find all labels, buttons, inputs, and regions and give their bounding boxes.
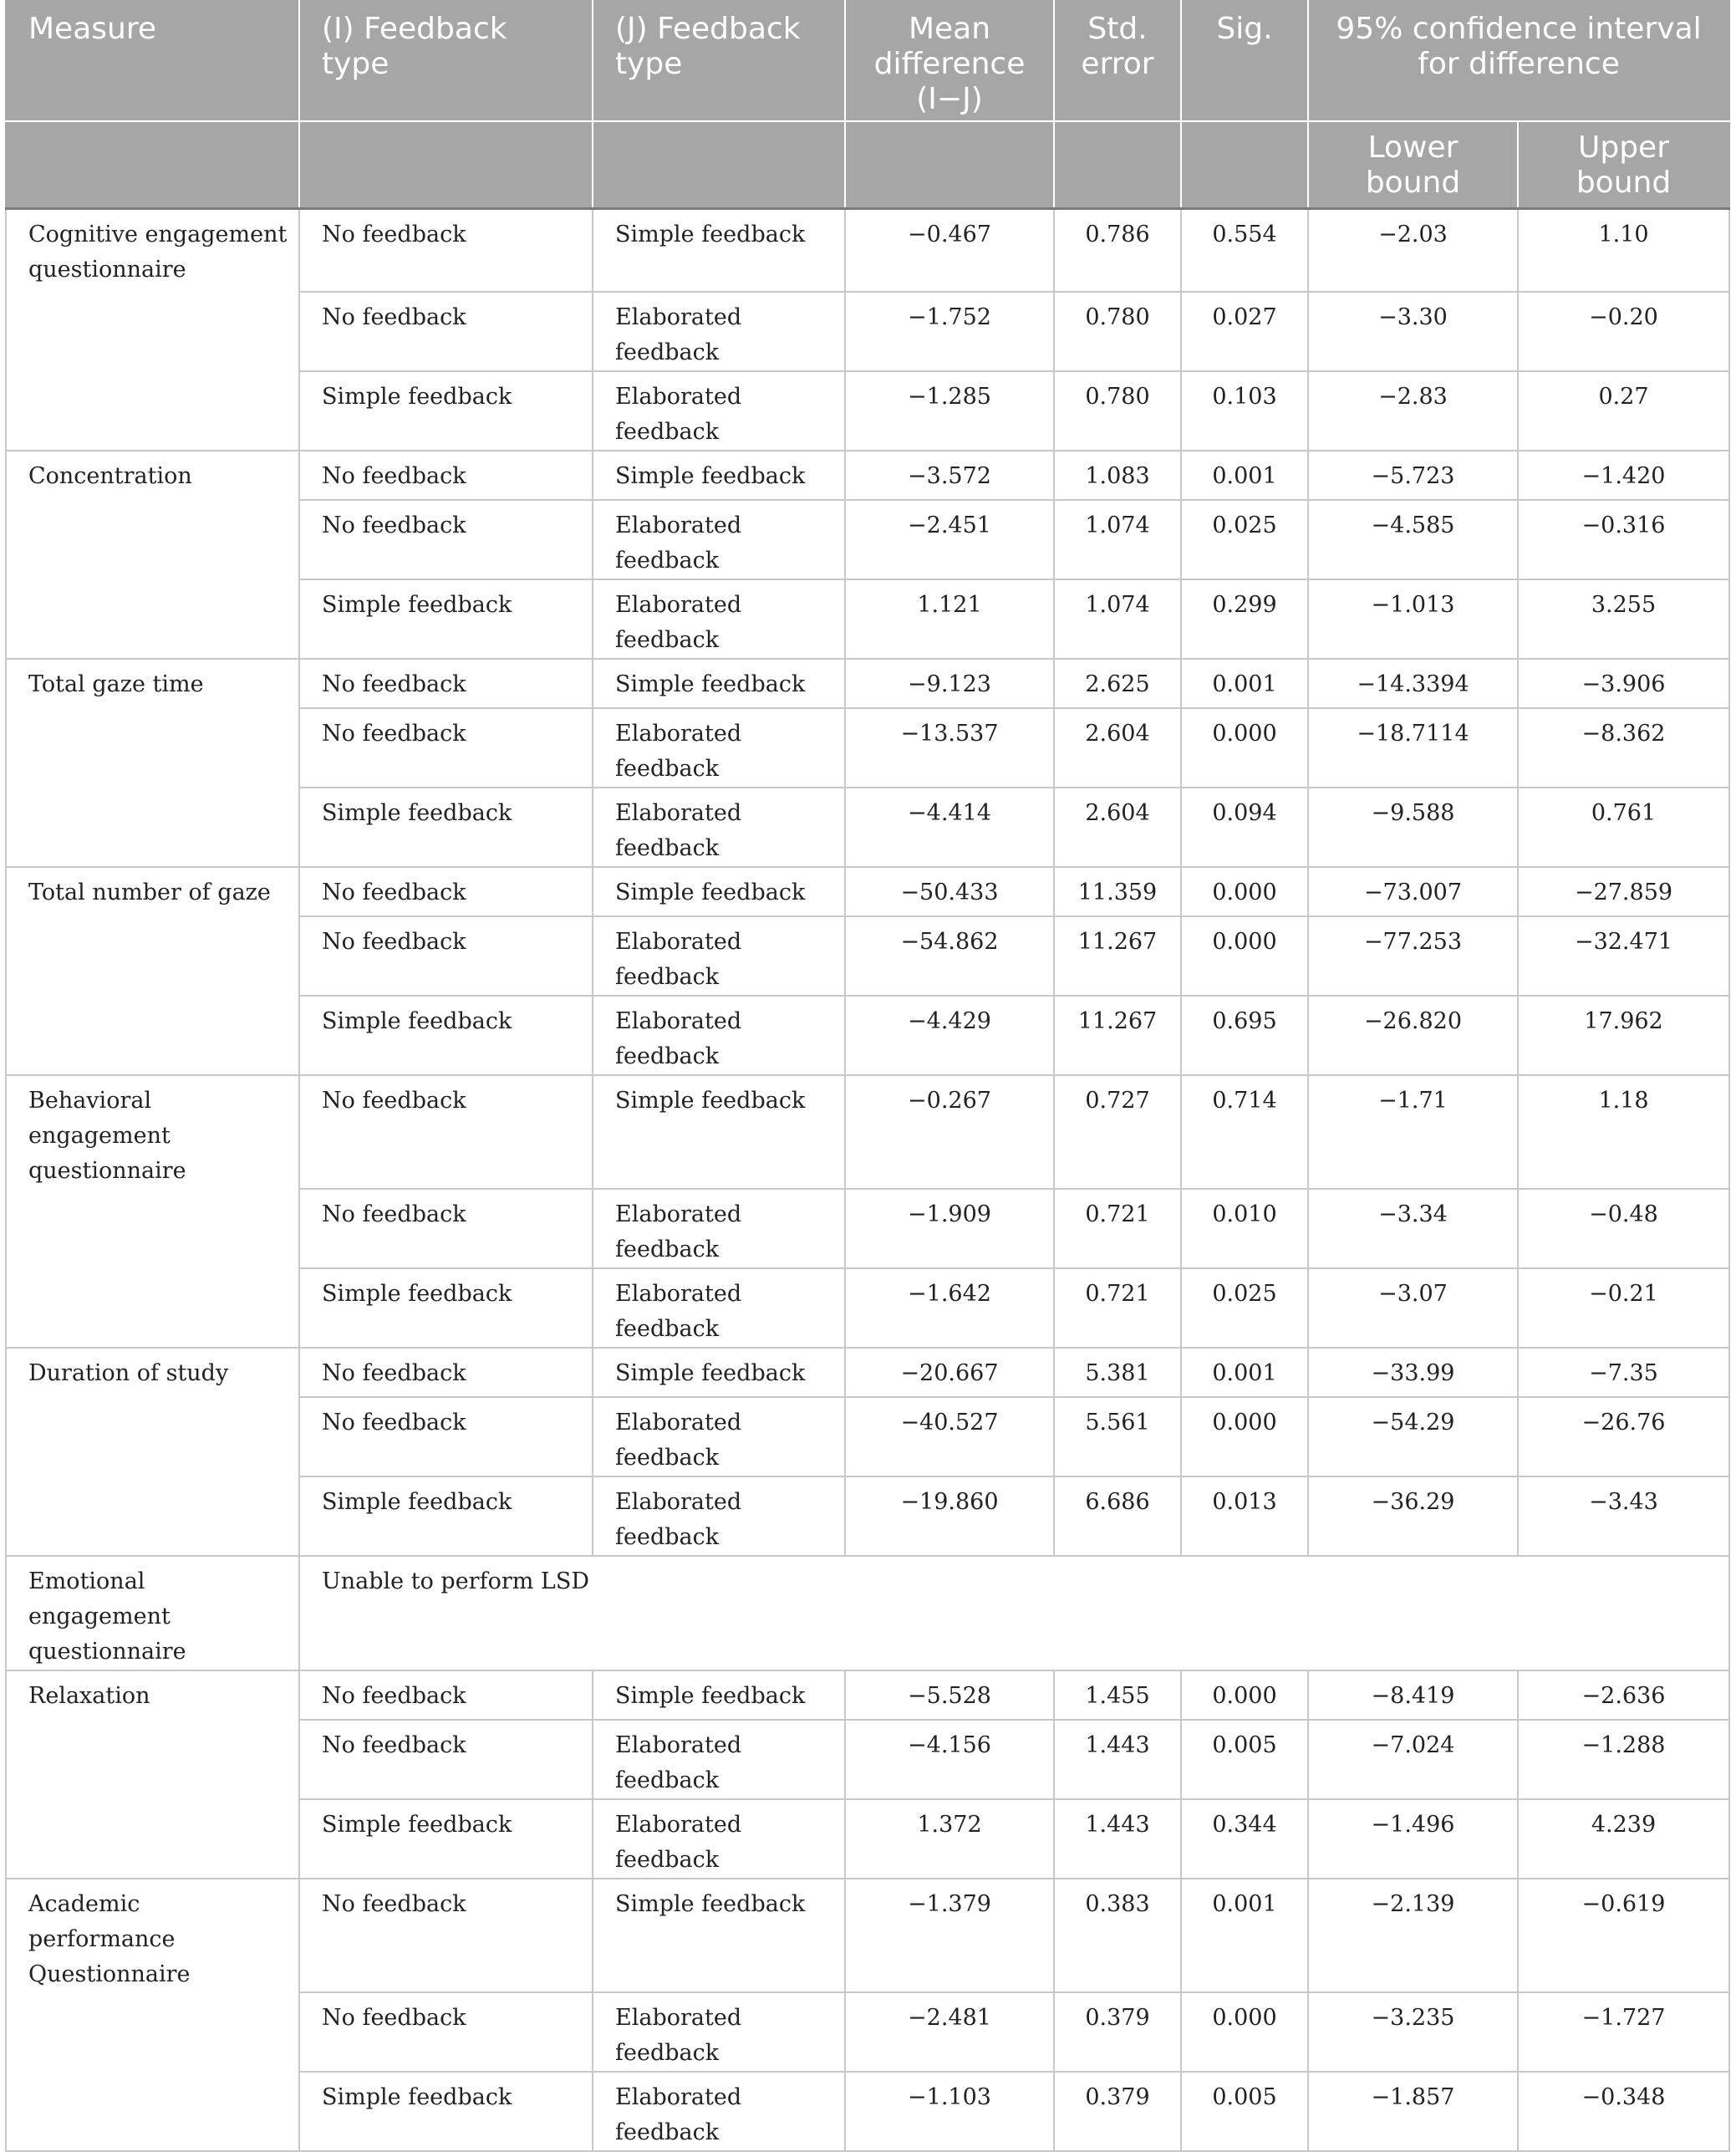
mean-diff-cell: −4.414 <box>845 788 1054 867</box>
lower-bound-cell: −9.588 <box>1308 788 1518 867</box>
j-feedback-cell: Elaborated feedback <box>593 1476 845 1556</box>
mean-diff-cell: −1.379 <box>845 1879 1054 1992</box>
table-row <box>6 451 1729 500</box>
lower-bound-cell: −2.03 <box>1308 209 1518 293</box>
mean-diff-cell: −2.451 <box>845 500 1054 579</box>
lower-bound-cell: −3.235 <box>1308 1992 1518 2072</box>
upper-bound-cell: −0.316 <box>1518 500 1729 579</box>
measure-cell <box>6 996 299 1075</box>
mean-diff-cell: −50.433 <box>845 867 1054 916</box>
i-feedback-cell: Simple feedback <box>299 788 593 867</box>
i-feedback-cell: No feedback <box>299 1720 593 1799</box>
std-error-cell: 0.383 <box>1054 1879 1181 1992</box>
measure-cell: Total gaze time <box>6 659 299 708</box>
j-feedback-cell: Simple feedback <box>593 1348 845 1397</box>
sig-cell: 0.005 <box>1181 1720 1308 1799</box>
table-body <box>6 209 1729 2152</box>
i-feedback-cell: No feedback <box>299 1670 593 1720</box>
lower-bound-cell: −8.419 <box>1308 1670 1518 1720</box>
lower-bound-cell: −2.139 <box>1308 1879 1518 1992</box>
measure-cell <box>6 579 299 659</box>
i-feedback-cell: Simple feedback <box>299 579 593 659</box>
lower-bound-cell: −33.99 <box>1308 1348 1518 1397</box>
j-feedback-cell: Elaborated feedback <box>593 916 845 996</box>
sig-cell: 0.554 <box>1181 209 1308 293</box>
upper-bound-cell: −26.76 <box>1518 1397 1729 1476</box>
std-error-cell: 0.379 <box>1054 2072 1181 2151</box>
lower-bound-cell: −18.7114 <box>1308 708 1518 788</box>
std-error-cell: 2.604 <box>1054 708 1181 788</box>
measure-cell <box>6 292 299 371</box>
lower-bound-cell: −73.007 <box>1308 867 1518 916</box>
measure-cell <box>6 1189 299 1268</box>
std-error-cell: 5.381 <box>1054 1348 1181 1397</box>
j-feedback-cell: Elaborated feedback <box>593 788 845 867</box>
sig-cell: 0.010 <box>1181 1189 1308 1268</box>
std-error-cell: 5.561 <box>1054 1397 1181 1476</box>
std-error-cell: 0.721 <box>1054 1268 1181 1348</box>
upper-bound-cell: −1.420 <box>1518 451 1729 500</box>
mean-diff-cell: −13.537 <box>845 708 1054 788</box>
sig-cell: 0.027 <box>1181 292 1308 371</box>
sig-cell: 0.344 <box>1181 1799 1308 1879</box>
table-row <box>6 916 1729 996</box>
i-feedback-cell: Simple feedback <box>299 1268 593 1348</box>
upper-bound-cell: 0.761 <box>1518 788 1729 867</box>
j-feedback-cell: Elaborated feedback <box>593 371 845 451</box>
mean-diff-cell: −40.527 <box>845 1397 1054 1476</box>
std-error-cell: 0.786 <box>1054 209 1181 293</box>
lower-bound-cell: −5.723 <box>1308 451 1518 500</box>
j-feedback-cell: Elaborated feedback <box>593 1268 845 1348</box>
j-feedback-cell: Simple feedback <box>593 1879 845 1992</box>
header-lower-bound: Lower bound <box>1308 121 1518 209</box>
j-feedback-cell: Simple feedback <box>593 659 845 708</box>
j-feedback-cell: Simple feedback <box>593 1075 845 1189</box>
mean-diff-cell: −20.667 <box>845 1348 1054 1397</box>
j-feedback-cell: Simple feedback <box>593 209 845 293</box>
i-feedback-cell: Simple feedback <box>299 1799 593 1879</box>
sig-cell: 0.000 <box>1181 708 1308 788</box>
lsd-comparison-table <box>5 0 1730 2152</box>
header-confidence-interval: 95% confidence interval for difference <box>1308 0 1729 121</box>
j-feedback-cell: Elaborated feedback <box>593 1397 845 1476</box>
lower-bound-cell: −3.34 <box>1308 1189 1518 1268</box>
table-row <box>6 1397 1729 1476</box>
upper-bound-cell: −0.20 <box>1518 292 1729 371</box>
table-row <box>6 659 1729 708</box>
mean-diff-cell: −4.156 <box>845 1720 1054 1799</box>
measure-cell <box>6 708 299 788</box>
lower-bound-cell: −1.496 <box>1308 1799 1518 1879</box>
table-row <box>6 209 1729 293</box>
i-feedback-cell: No feedback <box>299 209 593 293</box>
i-feedback-cell: No feedback <box>299 708 593 788</box>
sig-cell: 0.025 <box>1181 1268 1308 1348</box>
results-table-container <box>5 0 1728 2152</box>
i-feedback-cell: Simple feedback <box>299 371 593 451</box>
measure-cell <box>6 1799 299 1879</box>
j-feedback-cell: Elaborated feedback <box>593 500 845 579</box>
j-feedback-cell: Simple feedback <box>593 1670 845 1720</box>
upper-bound-cell: −3.43 <box>1518 1476 1729 1556</box>
mean-diff-cell: −2.481 <box>845 1992 1054 2072</box>
j-feedback-cell: Elaborated feedback <box>593 1992 845 2072</box>
mean-diff-cell: −0.467 <box>845 209 1054 293</box>
mean-diff-cell: −1.642 <box>845 1268 1054 1348</box>
lower-bound-cell: −1.013 <box>1308 579 1518 659</box>
measure-cell: Relaxation <box>6 1670 299 1720</box>
table-row <box>6 1992 1729 2072</box>
header-blank <box>6 121 299 209</box>
table-row <box>6 1189 1729 1268</box>
upper-bound-cell: −0.48 <box>1518 1189 1729 1268</box>
header-j-feedback-type: (J) Feedback type <box>593 0 845 121</box>
measure-cell <box>6 500 299 579</box>
i-feedback-cell: No feedback <box>299 1397 593 1476</box>
measure-cell <box>6 788 299 867</box>
unable-lsd-note: Unable to perform LSD <box>299 1556 1729 1670</box>
header-sig: Sig. <box>1181 0 1308 121</box>
i-feedback-cell: No feedback <box>299 1348 593 1397</box>
measure-cell <box>6 1476 299 1556</box>
table-row <box>6 1670 1729 1720</box>
lower-bound-cell: −4.585 <box>1308 500 1518 579</box>
j-feedback-cell: Elaborated feedback <box>593 1720 845 1799</box>
j-feedback-cell: Simple feedback <box>593 451 845 500</box>
i-feedback-cell: No feedback <box>299 1189 593 1268</box>
sig-cell: 0.094 <box>1181 788 1308 867</box>
mean-diff-cell: −1.909 <box>845 1189 1054 1268</box>
std-error-cell: 1.083 <box>1054 451 1181 500</box>
i-feedback-cell: No feedback <box>299 916 593 996</box>
measure-cell <box>6 1720 299 1799</box>
measure-cell: Behavioral engagement questionnaire <box>6 1075 299 1189</box>
table-row <box>6 1075 1729 1189</box>
measure-cell <box>6 916 299 996</box>
mean-diff-cell: 1.372 <box>845 1799 1054 1879</box>
sig-cell: 0.000 <box>1181 1992 1308 2072</box>
sig-cell: 0.299 <box>1181 579 1308 659</box>
i-feedback-cell: Simple feedback <box>299 1476 593 1556</box>
measure-cell: Duration of study <box>6 1348 299 1397</box>
i-feedback-cell: No feedback <box>299 1992 593 2072</box>
upper-bound-cell: −32.471 <box>1518 916 1729 996</box>
upper-bound-cell: 1.10 <box>1518 209 1729 293</box>
lower-bound-cell: −14.3394 <box>1308 659 1518 708</box>
lower-bound-cell: −77.253 <box>1308 916 1518 996</box>
mean-diff-cell: −9.123 <box>845 659 1054 708</box>
table-row <box>6 1268 1729 1348</box>
upper-bound-cell: −0.348 <box>1518 2072 1729 2151</box>
mean-diff-cell: 1.121 <box>845 579 1054 659</box>
sig-cell: 0.000 <box>1181 867 1308 916</box>
table-row <box>6 1556 1729 1670</box>
header-mean-difference: Mean difference (I−J) <box>845 0 1054 121</box>
table-row <box>6 1720 1729 1799</box>
upper-bound-cell: −0.619 <box>1518 1879 1729 1992</box>
j-feedback-cell: Elaborated feedback <box>593 1799 845 1879</box>
upper-bound-cell: −2.636 <box>1518 1670 1729 1720</box>
mean-diff-cell: −1.752 <box>845 292 1054 371</box>
measure-cell <box>6 2072 299 2151</box>
i-feedback-cell: No feedback <box>299 1075 593 1189</box>
mean-diff-cell: −1.285 <box>845 371 1054 451</box>
i-feedback-cell: No feedback <box>299 867 593 916</box>
j-feedback-cell: Elaborated feedback <box>593 292 845 371</box>
i-feedback-cell: Simple feedback <box>299 996 593 1075</box>
mean-diff-cell: −3.572 <box>845 451 1054 500</box>
measure-cell <box>6 1992 299 2072</box>
std-error-cell: 1.074 <box>1054 500 1181 579</box>
sig-cell: 0.005 <box>1181 2072 1308 2151</box>
std-error-cell: 6.686 <box>1054 1476 1181 1556</box>
upper-bound-cell: 17.962 <box>1518 996 1729 1075</box>
table-row <box>6 371 1729 451</box>
upper-bound-cell: −1.288 <box>1518 1720 1729 1799</box>
std-error-cell: 0.727 <box>1054 1075 1181 1189</box>
upper-bound-cell: −7.35 <box>1518 1348 1729 1397</box>
header-upper-bound: Upper bound <box>1518 121 1729 209</box>
sig-cell: 0.103 <box>1181 371 1308 451</box>
header-blank <box>1181 121 1308 209</box>
sig-cell: 0.025 <box>1181 500 1308 579</box>
sig-cell: 0.695 <box>1181 996 1308 1075</box>
std-error-cell: 1.443 <box>1054 1720 1181 1799</box>
header-blank <box>299 121 593 209</box>
upper-bound-cell: −0.21 <box>1518 1268 1729 1348</box>
std-error-cell: 0.379 <box>1054 1992 1181 2072</box>
j-feedback-cell: Elaborated feedback <box>593 2072 845 2151</box>
lower-bound-cell: −7.024 <box>1308 1720 1518 1799</box>
std-error-cell: 0.780 <box>1054 371 1181 451</box>
header-blank <box>845 121 1054 209</box>
std-error-cell: 0.721 <box>1054 1189 1181 1268</box>
header-i-feedback-type: (I) Feedback type <box>299 0 593 121</box>
table-row <box>6 500 1729 579</box>
measure-cell <box>6 1397 299 1476</box>
std-error-cell: 11.267 <box>1054 916 1181 996</box>
table-row <box>6 2072 1729 2151</box>
measure-cell <box>6 1268 299 1348</box>
sig-cell: 0.013 <box>1181 1476 1308 1556</box>
table-row <box>6 292 1729 371</box>
sig-cell: 0.001 <box>1181 1348 1308 1397</box>
j-feedback-cell: Elaborated feedback <box>593 708 845 788</box>
lower-bound-cell: −1.71 <box>1308 1075 1518 1189</box>
mean-diff-cell: −19.860 <box>845 1476 1054 1556</box>
upper-bound-cell: −3.906 <box>1518 659 1729 708</box>
sig-cell: 0.000 <box>1181 916 1308 996</box>
upper-bound-cell: −1.727 <box>1518 1992 1729 2072</box>
lower-bound-cell: −54.29 <box>1308 1397 1518 1476</box>
upper-bound-cell: 3.255 <box>1518 579 1729 659</box>
lower-bound-cell: −1.857 <box>1308 2072 1518 2151</box>
table-row <box>6 708 1729 788</box>
std-error-cell: 11.267 <box>1054 996 1181 1075</box>
table-row <box>6 1476 1729 1556</box>
upper-bound-cell: 1.18 <box>1518 1075 1729 1189</box>
measure-cell: Cognitive engagement questionnaire <box>6 209 299 293</box>
table-row <box>6 579 1729 659</box>
i-feedback-cell: No feedback <box>299 451 593 500</box>
j-feedback-cell: Elaborated feedback <box>593 1189 845 1268</box>
measure-cell: Emotional engagement questionnaire <box>6 1556 299 1670</box>
i-feedback-cell: No feedback <box>299 659 593 708</box>
lower-bound-cell: −3.30 <box>1308 292 1518 371</box>
lower-bound-cell: −26.820 <box>1308 996 1518 1075</box>
measure-cell: Concentration <box>6 451 299 500</box>
std-error-cell: 1.443 <box>1054 1799 1181 1879</box>
j-feedback-cell: Elaborated feedback <box>593 579 845 659</box>
i-feedback-cell: No feedback <box>299 292 593 371</box>
sig-cell: 0.000 <box>1181 1397 1308 1476</box>
table-header <box>6 0 1729 209</box>
std-error-cell: 1.455 <box>1054 1670 1181 1720</box>
table-row <box>6 1348 1729 1397</box>
measure-cell <box>6 371 299 451</box>
table-row <box>6 1879 1729 1992</box>
mean-diff-cell: −4.429 <box>845 996 1054 1075</box>
upper-bound-cell: −8.362 <box>1518 708 1729 788</box>
i-feedback-cell: No feedback <box>299 1879 593 1992</box>
table-row <box>6 788 1729 867</box>
mean-diff-cell: −0.267 <box>845 1075 1054 1189</box>
sig-cell: 0.000 <box>1181 1670 1308 1720</box>
j-feedback-cell: Simple feedback <box>593 867 845 916</box>
upper-bound-cell: 0.27 <box>1518 371 1729 451</box>
std-error-cell: 1.074 <box>1054 579 1181 659</box>
std-error-cell: 2.604 <box>1054 788 1181 867</box>
std-error-cell: 11.359 <box>1054 867 1181 916</box>
i-feedback-cell: Simple feedback <box>299 2072 593 2151</box>
j-feedback-cell: Elaborated feedback <box>593 996 845 1075</box>
upper-bound-cell: −27.859 <box>1518 867 1729 916</box>
sig-cell: 0.001 <box>1181 659 1308 708</box>
sig-cell: 0.714 <box>1181 1075 1308 1189</box>
mean-diff-cell: −5.528 <box>845 1670 1054 1720</box>
mean-diff-cell: −54.862 <box>845 916 1054 996</box>
lower-bound-cell: −2.83 <box>1308 371 1518 451</box>
sig-cell: 0.001 <box>1181 451 1308 500</box>
header-measure: Measure <box>6 0 299 121</box>
sig-cell: 0.001 <box>1181 1879 1308 1992</box>
header-std-error: Std. error <box>1054 0 1181 121</box>
table-row <box>6 867 1729 916</box>
std-error-cell: 0.780 <box>1054 292 1181 371</box>
upper-bound-cell: 4.239 <box>1518 1799 1729 1879</box>
mean-diff-cell: −1.103 <box>845 2072 1054 2151</box>
measure-cell: Academic performance Questionnaire <box>6 1879 299 1992</box>
lower-bound-cell: −3.07 <box>1308 1268 1518 1348</box>
std-error-cell: 2.625 <box>1054 659 1181 708</box>
header-blank <box>1054 121 1181 209</box>
measure-cell: Total number of gaze <box>6 867 299 916</box>
table-row <box>6 1799 1729 1879</box>
i-feedback-cell: No feedback <box>299 500 593 579</box>
header-blank <box>593 121 845 209</box>
table-row <box>6 996 1729 1075</box>
lower-bound-cell: −36.29 <box>1308 1476 1518 1556</box>
